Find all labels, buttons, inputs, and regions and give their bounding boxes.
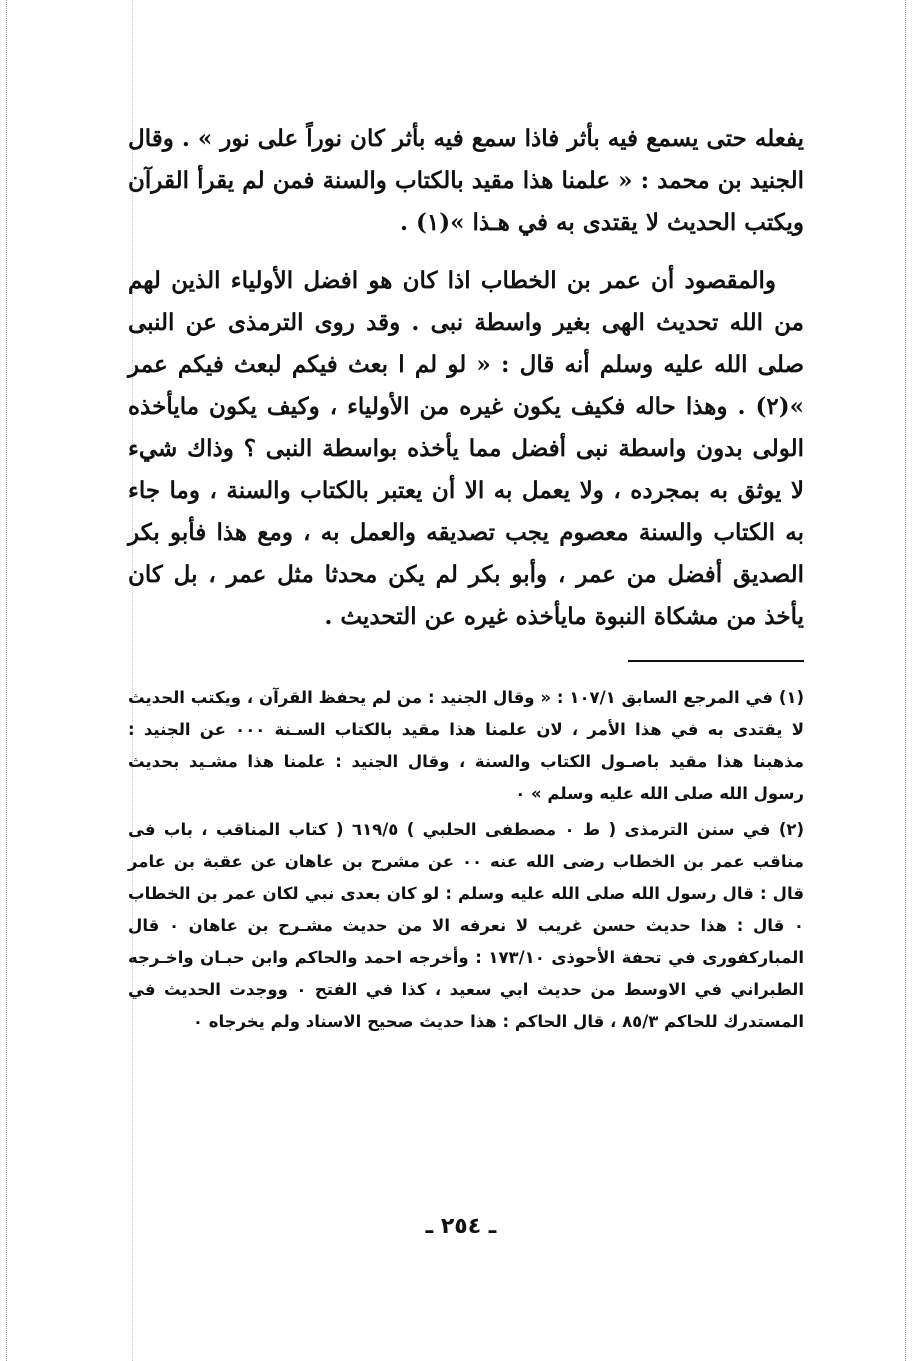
footnote: (٢) في سنن الترمذى ( ط ٠ مصطفى الحلبي ) ٦١٩/٥ ( كتاب المناقب ، باب فى مناقب عمر بن الخطاب رضى الله عنه ٠٠ عن مشرح بن عاهان عن عقبة بن عامر قال : قال رسول الله صلى الله عليه وسلم : لو كان بعدى نبي لكان عمر بن الخطاب ٠ قال : هذا حديث حسن غريب لا نعرفه الا من حديث مشـرح بن عاهان ٠ قال المباركفورى في تحفة الأحوذى ١٧٣/١٠ : وأخرجه احمد والحاكم وابن حبـان واخـرجه الطبراني في الاوسط من حديث ابي سعيد ، كذا في الفتح ٠ ووجدت الحديث في المستدرك للحاكم ٨٥/٣ ، قال الحاكم : هذا حديث صحيح الاسناد ولم يخرجاه ٠ — [128, 820, 805, 1031]
footnote: (١) في المرجع السابق ١٠٧/١ : « وقال الجنيد : من لم يحفظ القرآن ، ويكتب الحديث لا يقتدى به في هذا الأمر ، لان علمنا هذا مقيد بالكتاب السـنة ٠٠٠ عن الجنيد : مذهبنا هذا مقيد باصـول الكتاب والسنة ، وقال الجنيد : علمنا هذا مشـيد بحديث رسول الله صلى الله عليه وسلم » ٠ — [128, 688, 804, 803]
book-page — [128, 118, 804, 1042]
page-number: ـ ٢٥٤ ـ — [425, 1214, 497, 1239]
body-paragraph: يفعله حتى يسمع فيه بأثر فاذا سمع فيه بأثر كان نوراً على نور » . وقال الجنيد بن محمد : « علمنا هذا مقيد بالكتاب والسنة فمن لم يقرأ القرآن ويكتب الحديث لا يقتدى به في هـذا »(١) . — [128, 125, 804, 236]
footnote-separator — [628, 660, 804, 662]
scan-margin-line-left — [6, 0, 7, 1361]
scan-margin-line-right — [905, 0, 906, 1361]
body-paragraph: والمقصود أن عمر بن الخطاب اذا كان هو افضل الأولياء الذين لهم من الله تحديث الهى بغير واسطة نبى . وقد روى الترمذى عن النبى صلى الله عليه وسلم أنه قال : « لو لم ا بعث فيكم لبعث فيكم عمر »(٢) . وهذا حاله فكيف يكون غيره من الأولياء ، وكيف يكون مايأخذه الولى بدون واسطة نبى أفضل مما يأخذه بواسطة النبى ؟ وذاك شيء لا يوثق به بمجرده ، ولا يعمل به الا أن يعتبر بالكتاب والسنة ، وما جاء به الكتاب والسنة معصوم يجب تصديقه والعمل به ، ومع هذا فأبو بكر الصديق أفضل من عمر ، وأبو بكر لم يكن محدثا مثل عمر ، بل كان يأخذ من مشكاة النبوة مايأخذه غيره عن التحديث . — [128, 267, 805, 630]
